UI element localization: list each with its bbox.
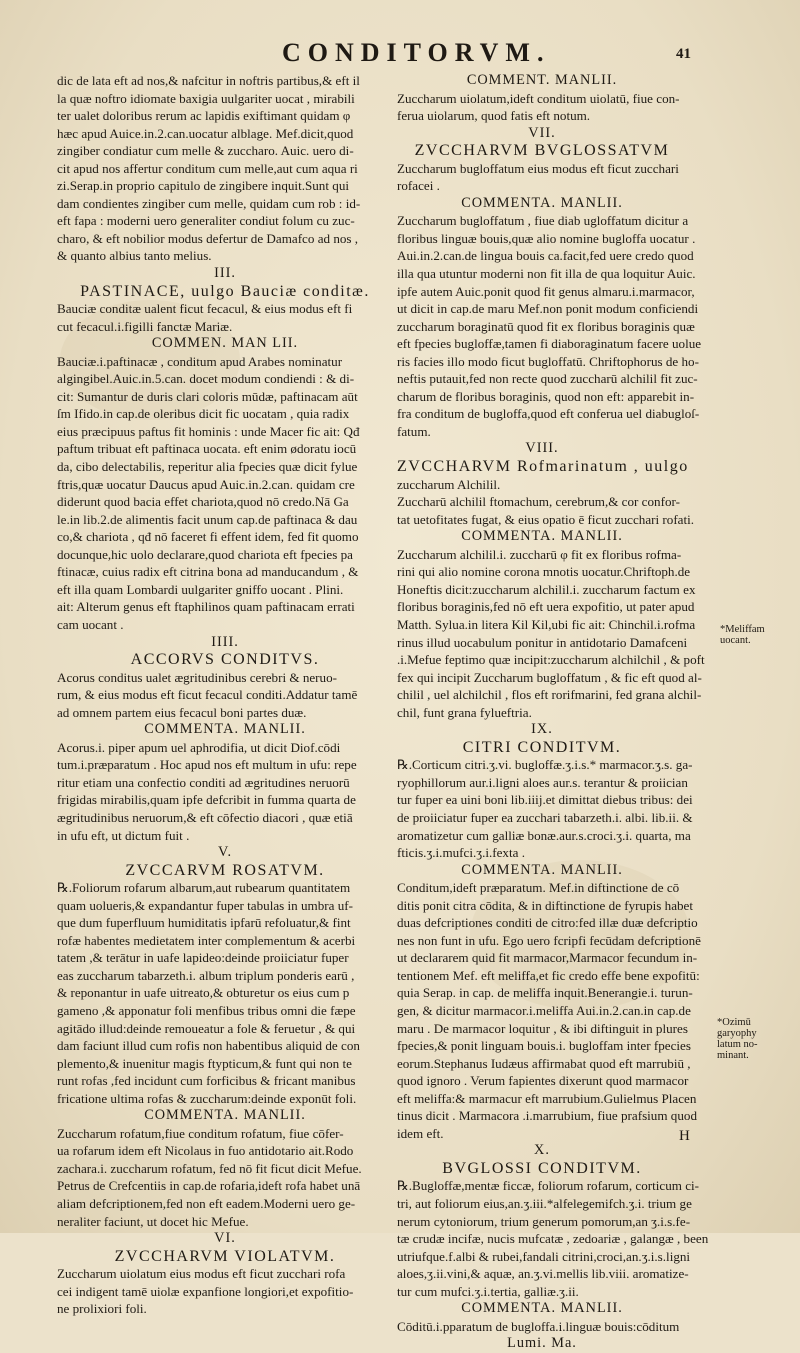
text-line: aliam defcriptionem,fed non eft eadem.Moderni uero ge- — [57, 1196, 356, 1211]
text-line: ℞.Corticum citri.ʒ.vi. bugloffæ.ʒ.i.s.* marmacor.ʒ.s. ga- — [397, 757, 693, 773]
text-line: ut declararem quid fit marmacor,Marmacor fecundum in- — [397, 950, 698, 966]
running-head — [0, 38, 800, 68]
text-line: que dum fuperfluum humiditatis ipfarū refoluatur,& fint — [57, 915, 351, 931]
text-line: tinus dicit . Marmacora .i.marrubium, fiue prafsium quod — [397, 1108, 697, 1124]
text-line: VIII. — [525, 440, 559, 457]
text-line: cit: Sumantur de duris clari coloris mūdæ, paftinacam aūt — [57, 388, 358, 404]
text-line: Petrus de Crefcentiis in cap.de rofaria,ideft rofa habet unā — [57, 1178, 361, 1194]
text-line: cit apud nos affertur conditum cum melle,aut cum aqua ri — [57, 160, 358, 176]
text-line: chil, funt grana fylueftria. — [397, 704, 532, 720]
text-line: fra conditum de bugloffa,quod eft conferua uel diabugloſ- — [397, 406, 700, 422]
text-line: ua rofarum idem eft Nicolaus in fuo antidotario ait.Rodo — [57, 1143, 354, 1159]
margin-note-ozimum — [717, 1017, 758, 1061]
running-title: CONDITORVM. — [282, 38, 551, 67]
text-line: Conditum,ideft præparatum. Mef.in diftinctione de cō — [397, 880, 680, 896]
text-line: plemento,& inuenitur magis ftypticum,& funt qui non te — [57, 1055, 352, 1071]
text-line: gameno ,& apponatur foli menfibus tribus omni die fæpe — [57, 1002, 356, 1018]
text-line: fex qui incipit Zuccharum bugloffatum , & fic eft quod al- — [397, 669, 702, 685]
right-text-column — [397, 72, 709, 1353]
text-line: quod ignoro . Verum fapientes dixerunt quod marmacor — [397, 1073, 689, 1089]
margin-note-line: minant. — [717, 1050, 749, 1061]
text-line: COMMENTA. MANLII. — [461, 194, 623, 211]
text-line: VI. — [214, 1230, 236, 1247]
margin-note-line: *Ozimū — [717, 1017, 751, 1028]
text-line: ait: Alterum genus eft ftaphilinos quam paftinacam errati — [57, 599, 355, 615]
text-line: Zuccharū alchilil ftomachum, cerebrum,& cor confor- — [397, 494, 680, 510]
text-line: zuccharum boraginatū quod fit ex floribus boraginis quæ — [397, 318, 695, 334]
text-line: Zuccharum bugloffatum eius modus eft ficut zucchari — [397, 160, 679, 176]
text-line: & reponantur in uafe uitreato,& obturetur os eius cum p — [57, 985, 350, 1001]
text-line: idem eft. — [397, 1125, 444, 1141]
text-line: Zuccharum uiolatum,ideft conditum uiolatū, fiue con- — [397, 90, 680, 106]
text-line: rofacei . — [397, 178, 440, 194]
text-line: agitādo illud:deinde remoueatur a fole & feruetur , & qui — [57, 1020, 356, 1036]
text-line: neftis putauit,fed non recte quod zuccharū alchilil fit zuc- — [397, 371, 698, 387]
text-line: frigidas mirabilis,quam ipfe defcribit in fumma quarta de — [57, 792, 356, 808]
margin-note-line: *Meliffam — [720, 624, 765, 635]
text-line: BVGLOSSI CONDITVM. — [442, 1159, 642, 1177]
text-line: ferua uiolarum, quod fatis eft notum. — [397, 108, 591, 124]
text-line: maru . De marmacor loquitur , & ibi diftinguit in plures — [397, 1020, 688, 1036]
text-line: COMMEN. MAN LII. — [151, 335, 299, 352]
text-line: utriufque.f.albi & rubei,fandali citrini,croci,an.ʒ.i.s.ligni — [397, 1248, 691, 1264]
text-line: dam condientes zingiber cum melle, quidam cum rob : id- — [57, 195, 361, 211]
text-line: ris facies illo modo ficut bugloffatū. Chriftophorus de ho- — [397, 353, 699, 369]
text-line: COMMENTA. MANLII. — [144, 1107, 306, 1124]
text-line: in ufu eft, ut dictum fuit . — [57, 827, 190, 843]
text-line: neraliter faciunt, ut docet hic Mefue. — [57, 1213, 249, 1229]
text-line: Zuccharum alchilil.i. zuccharū φ fit ex floribus rofma- — [397, 546, 682, 562]
text-line: tri, aut foliorum eius,an.ʒ.iii.*alfelegemifch.ʒ.i. trium ge — [397, 1196, 692, 1211]
text-line: Lumi. Ma. — [507, 1335, 577, 1352]
text-line: nes non funt in ufu. Ego uero fcripfi fecūdam defcriptionē — [397, 932, 701, 948]
text-line: zachara.i. zuccharum rofatum, fed nō fit ficut dicit Mefue. — [57, 1160, 362, 1176]
text-line: rofæ habentes medietatem inter complementum & acerbi — [57, 932, 356, 948]
text-line: zingiber condiatur cum melle & zuccharo. Auic. uero di- — [57, 143, 354, 159]
text-line: charo, & eft nobilior modus defertur de Damafco ad nos , — [57, 230, 359, 246]
text-line: eorum.Stephanus Iudæus affirmabat quod eft marrubiū , — [397, 1055, 691, 1071]
text-line: fricatione ultima rofas & zuccharum:deinde exponūt foli. — [57, 1090, 357, 1106]
text-line: zuccharum Alchilil. — [397, 476, 501, 492]
text-line: PASTINACE, uulgo Bauciæ conditæ. — [80, 282, 370, 300]
text-line: CITRI CONDITVM. — [462, 738, 622, 756]
text-line: Honeftis dicit:zuccharum alchilil.i. zuccharum factum ex — [397, 581, 696, 597]
text-line: COMMENTA. MANLII. — [144, 721, 306, 738]
text-line: aloes,ʒ.ii.vini,& aquæ, an.ʒ.vi.mellis lib.viii. aromatize- — [397, 1266, 689, 1282]
text-line: Zuccharum bugloffatum , fiue diab ugloffatum dicitur a — [397, 213, 689, 229]
text-line: ægritudinibus neruorum,& eft cōfectio diacori , quæ etiā — [57, 809, 353, 825]
text-line: Zuccharum uiolatum eius modus eft ficut zucchari rofa — [57, 1266, 346, 1282]
text-line: la quæ noftro idiomate baxigia uulgariter uocat , mirabili — [57, 90, 355, 106]
text-line: ℞.Foliorum rofarum albarum,aut rubearum quantitatem — [57, 880, 351, 896]
text-line: rum, & eius modus eft ficut fecacul conditi.Addatur tamē — [57, 687, 358, 703]
text-line: quam uolueris,& expandantur fuper tabulas in umbra uf- — [57, 897, 353, 913]
text-line: V. — [217, 844, 233, 861]
text-line: tatem ,& terātur in uafe lapideo:deinde proiiciatur fuper — [57, 950, 349, 966]
text-line: tentionem Mef. eft meliffa,et fic credo effe bene expofitū: — [397, 967, 700, 983]
text-line: le.in lib.2.de alimentis facit unum cap.de paftinaca & dau — [57, 511, 358, 527]
text-line: X. — [534, 1142, 550, 1159]
text-line: dic de lata eft ad nos,& nafcitur in noftris partibus,& eft il — [57, 73, 360, 88]
text-line: ZVCCHARVM BVGLOSSATVM — [414, 142, 670, 160]
text-line: & quanto albius tanto melius. — [57, 248, 212, 264]
text-line: Acorus conditus ualet ægritudinibus cerebri & neruo- — [57, 669, 337, 685]
text-line: tur cum mufci.ʒ.i.tertia, galliæ.ʒ.ii. — [397, 1283, 579, 1299]
text-line: eas zuccharum tabarzeth.i. album triplum ponderis earū , — [57, 967, 355, 983]
text-line: tæ crudæ incifæ, nucis mufcatæ , zedoariæ , galangæ , been — [397, 1231, 709, 1247]
text-line: ne prolixiori foli. — [57, 1301, 147, 1317]
margin-note-line: latum no- — [717, 1039, 758, 1050]
text-line: III. — [214, 265, 236, 282]
margin-note-line: uocant. — [720, 635, 751, 646]
text-line: Aui.in.2.can.de lingua bouis ca.facit,fed uere credo quod — [397, 248, 694, 264]
text-line: de proiiciatur fuper ea zucchari tabarzeth.i. albi. lib.ii. & — [397, 809, 693, 825]
text-line: COMMENTA. MANLII. — [461, 861, 623, 878]
text-line: ZVCCHARVM Rofmarinatum , uulgo — [397, 458, 689, 476]
text-line: nerum cytoniorum, trium generum pomorum,an ʒ.i.s.fe- — [397, 1213, 691, 1229]
text-line: eius præcipuus paftus fit hominis : unde Macer fic ait: Qđ — [57, 423, 360, 439]
text-line: ℞.Bugloffæ,mentæ ficcæ, foliorum rofarum, corticum ci- — [397, 1178, 700, 1194]
left-text-column — [57, 72, 393, 1318]
text-line: ftinacæ, cuius radix eft citrina bona ad manducandum , & — [57, 564, 359, 580]
text-line: rinus illud uocabulum ponitur in antidotario Damafceni — [397, 634, 688, 650]
text-line: zi.Serap.in proprio capitulo de zingibere inquit.Sunt qui — [57, 178, 350, 194]
text-line: ſm Ifido.in cap.de oleribus dicit fic uocatam , quia radix — [57, 406, 350, 422]
text-line: COMMENTA. MANLII. — [461, 1300, 623, 1317]
text-line: fticis.ʒ.i.mufci.ʒ.i.fexta . — [397, 845, 525, 861]
text-line: aromatizetur cum galliæ bonæ.aur.s.croci.ʒ.i. quarta, ma — [397, 827, 691, 843]
text-line: tat uetofitates fugat, & eius opatio ē ficut zucchari rofati. — [397, 511, 695, 527]
signature-mark: H — [679, 1128, 690, 1144]
text-line: Cōditū.i.pparatum de bugloffa.i.linguæ bouis:cōditum — [397, 1318, 680, 1334]
text-line: algingibel.Auic.in.5.can. docet modum condiendi : & di- — [57, 371, 355, 387]
margin-note-line: garyophy — [717, 1028, 757, 1039]
text-line: IIII. — [211, 633, 239, 650]
text-line: floribus linguæ bouis,quæ alio nomine bugloffa uocatur . — [397, 230, 696, 246]
text-line: paftum tribuat eft paftinaca uocata. eft enim ødoratu iocū — [57, 441, 357, 457]
text-line: co,& chariota , qđ nō faceret fi effent idem, fed fit quomo — [57, 529, 359, 545]
text-line: gen, & dicitur marmacor.i.meliffa Aui.in.2.can.in cap.de — [397, 1002, 691, 1018]
text-line: COMMENTA. MANLII. — [461, 528, 623, 545]
text-line: hæc apud Auice.in.2.can.uocatur alblage. Mef.dicit,quod — [57, 125, 354, 141]
text-line: ad omnem partem eius fecacul boni partes duæ. — [57, 704, 307, 720]
text-line: rini qui alio nomine corona mnotis uocatur.Chriftoph.de — [397, 564, 691, 580]
margin-note-melissa — [720, 624, 765, 646]
text-line: Zuccharum rofatum,fiue conditum rofatum, fiue cōfer- — [57, 1125, 344, 1141]
text-line: Matth. Sylua.in litera Kil Kil,ubi fic ait: Chinchil.i.rofma — [397, 616, 696, 632]
text-line: ter ualet doloribus rerum ac lapidis exiftimant quidam φ — [57, 108, 351, 124]
text-line: Bauciæ conditæ ualent ficut fecacul, & eius modus eft fi — [57, 301, 353, 317]
text-line: eft meliffa:& marmacur eft marrubium.Gulielmus Placen — [397, 1090, 697, 1106]
text-line: da, cibo delectabilis, reperitur alia fpecies quæ dicit fylue — [57, 459, 358, 475]
text-line: COMMENT. MANLII. — [466, 72, 618, 88]
text-line: charum de floribus boraginis, quod non eft: apparebit in- — [397, 388, 695, 404]
text-line: duas defcriptiones conditi de citro:fed illæ duæ defcriptio — [397, 915, 698, 931]
text-line: ditis ponit citra cōdita, & in diftinctione de fyrupis habet — [397, 897, 693, 913]
text-line: docunque,hic uolo declarare,quod chariota eft fpecies pa — [57, 546, 353, 562]
text-line: VII. — [528, 124, 556, 141]
text-line: ryophillorum aur.i.ligni aloes aur.s. terantur & proiician — [397, 774, 688, 790]
text-line: dam faciunt illud cum rofis non habentibus aliquid de con — [57, 1038, 360, 1054]
text-line: Bauciæ.i.paftinacæ , conditum apud Arabes nominatur — [57, 353, 343, 369]
text-line: ZVCCARVM ROSATVM. — [125, 861, 325, 879]
text-line: runt rofas ,fed incidunt cum forficibus & fricant manibus — [57, 1073, 356, 1089]
text-line: eft illa quam Lombardi uulgariter gniffo uocant . Plini. — [57, 581, 344, 597]
text-line: .i.Mefue feptimo quæ incipit:zuccharum alchilchil , & poft — [397, 652, 705, 668]
text-line: ZVCCHARVM VIOLATVM. — [114, 1247, 336, 1265]
text-line: eft fapa : moderni uero generaliter condiut folum cu zuc- — [57, 213, 355, 229]
text-line: chilil , uel alchilchil , flos eft rorifmarini, fed grana alchil- — [397, 687, 702, 703]
text-line: fatum. — [397, 423, 431, 439]
text-line: ut dicit in cap.de maru Mef.non ponit modum conficiendi — [397, 301, 699, 317]
text-line: illa qua utuntur moderni non fit illa de qua loquitur Auic. — [397, 266, 696, 282]
text-line: ritur etiam una confectio conditi ad ægritudines neruorū — [57, 774, 350, 790]
text-line: cut fecacul.i.figilli fanctæ Mariæ. — [57, 318, 233, 334]
text-line: ACCORVS CONDITVS. — [130, 651, 320, 669]
text-line: IX. — [531, 721, 553, 738]
text-line: ftris,quæ uocatur Daucus apud Auic.in.2.can. quidam cre — [57, 476, 355, 492]
text-line: Acorus.i. piper apum uel aphrodifia, ut dicit Diof.cōdi — [57, 739, 341, 755]
folio-number: 41 — [676, 46, 691, 62]
text-line: ipfe autem Auic.ponit quod fit genus almaru.i.marmacor, — [397, 283, 695, 299]
text-line: cei indigent tamē uiolæ expanfione longiori,et expofitio- — [57, 1283, 354, 1299]
text-line: eft fpecies bugloffæ,tamen fi diaboraginatum facere uolue — [397, 336, 702, 352]
text-line: tum.i.præparatum . Hoc apud nos eft multum in ufu: repe — [57, 757, 357, 773]
text-line: cam uocant . — [57, 616, 124, 632]
text-line: floribus boraginis,fed nō eft uera expofitio, ut pater apud — [397, 599, 695, 615]
text-line: tur fuper ea uini boni lib.iiij.et dimittat diebus tribus: dei — [397, 792, 693, 808]
text-line: quia Serap. in cap. de meliffa inquit.Benerangie.i. turun- — [397, 985, 693, 1001]
text-line: fpecies,& ponit linguam bouis.i. bugloffam inter fpecies — [397, 1038, 691, 1054]
text-line: diderunt quod bacia effet chariota,quod nō credo.Nā Ga — [57, 494, 349, 510]
